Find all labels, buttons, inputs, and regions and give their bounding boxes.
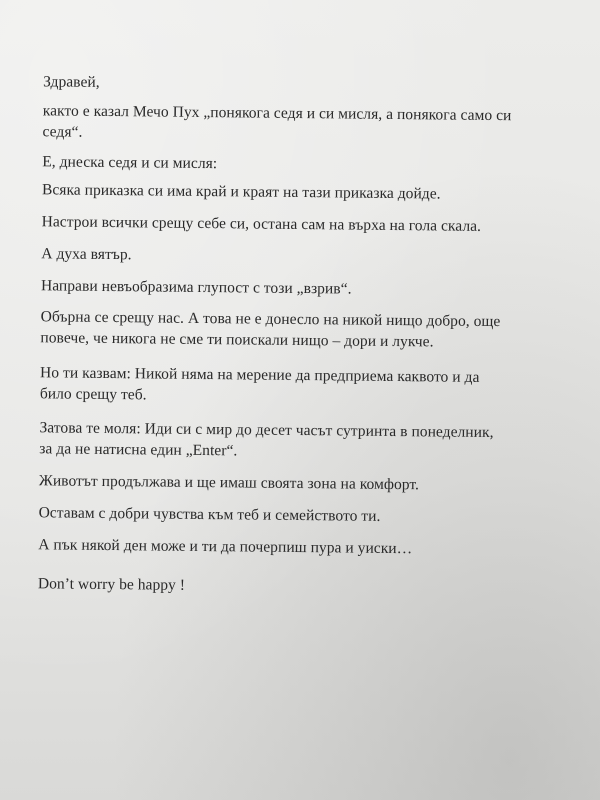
- paragraph-explosion: Направи невъобразима глупост с този „взрив“.: [40, 277, 352, 298]
- paragraph-life-goes-on: Животът продължава и ще имаш своята зона на комфорт.: [38, 472, 420, 494]
- paragraph-thinking: Е, днеска седя и си мисля:: [42, 153, 218, 173]
- paragraph-winnie-quote: както е казал Мечо Пух „понякога седя и си мисля, а понякога само си седя“.: [42, 102, 512, 141]
- paragraph-no-intent: Но ти казвам: Никой няма на мерение да предприема каквото и да било срещу теб.: [39, 364, 480, 404]
- paragraph-end-of-story: Всяка приказка си има край и краят на тази приказка дойде.: [41, 181, 441, 203]
- paragraph-alone-on-rock: Настрои всички срещу себе си, остана сам на върха на гола скала.: [41, 213, 482, 235]
- letter-greeting: Здравей,: [43, 73, 100, 91]
- paragraph-turned-against-us: Обърна се срещу нас. А това не е донесло на никой нищо добро, още повече, че никога не сме ти поискали нищо – дори и лукче.: [40, 308, 501, 351]
- letter-closing: Don’t worry be happy !: [37, 575, 186, 594]
- paragraph-request: Затова те моля: Иди си с мир до десет часът сутринта в понеделник, за да не натисна един „Enter“.: [39, 419, 494, 460]
- paragraph-good-feelings: Оставам с добри чувства към теб и семейството ти.: [38, 504, 381, 525]
- paragraph-cigar-whiskey: А пък някой ден може и ти да почерпиш пура и уиски…: [38, 536, 413, 558]
- paragraph-wind: А духа вятър.: [41, 245, 132, 264]
